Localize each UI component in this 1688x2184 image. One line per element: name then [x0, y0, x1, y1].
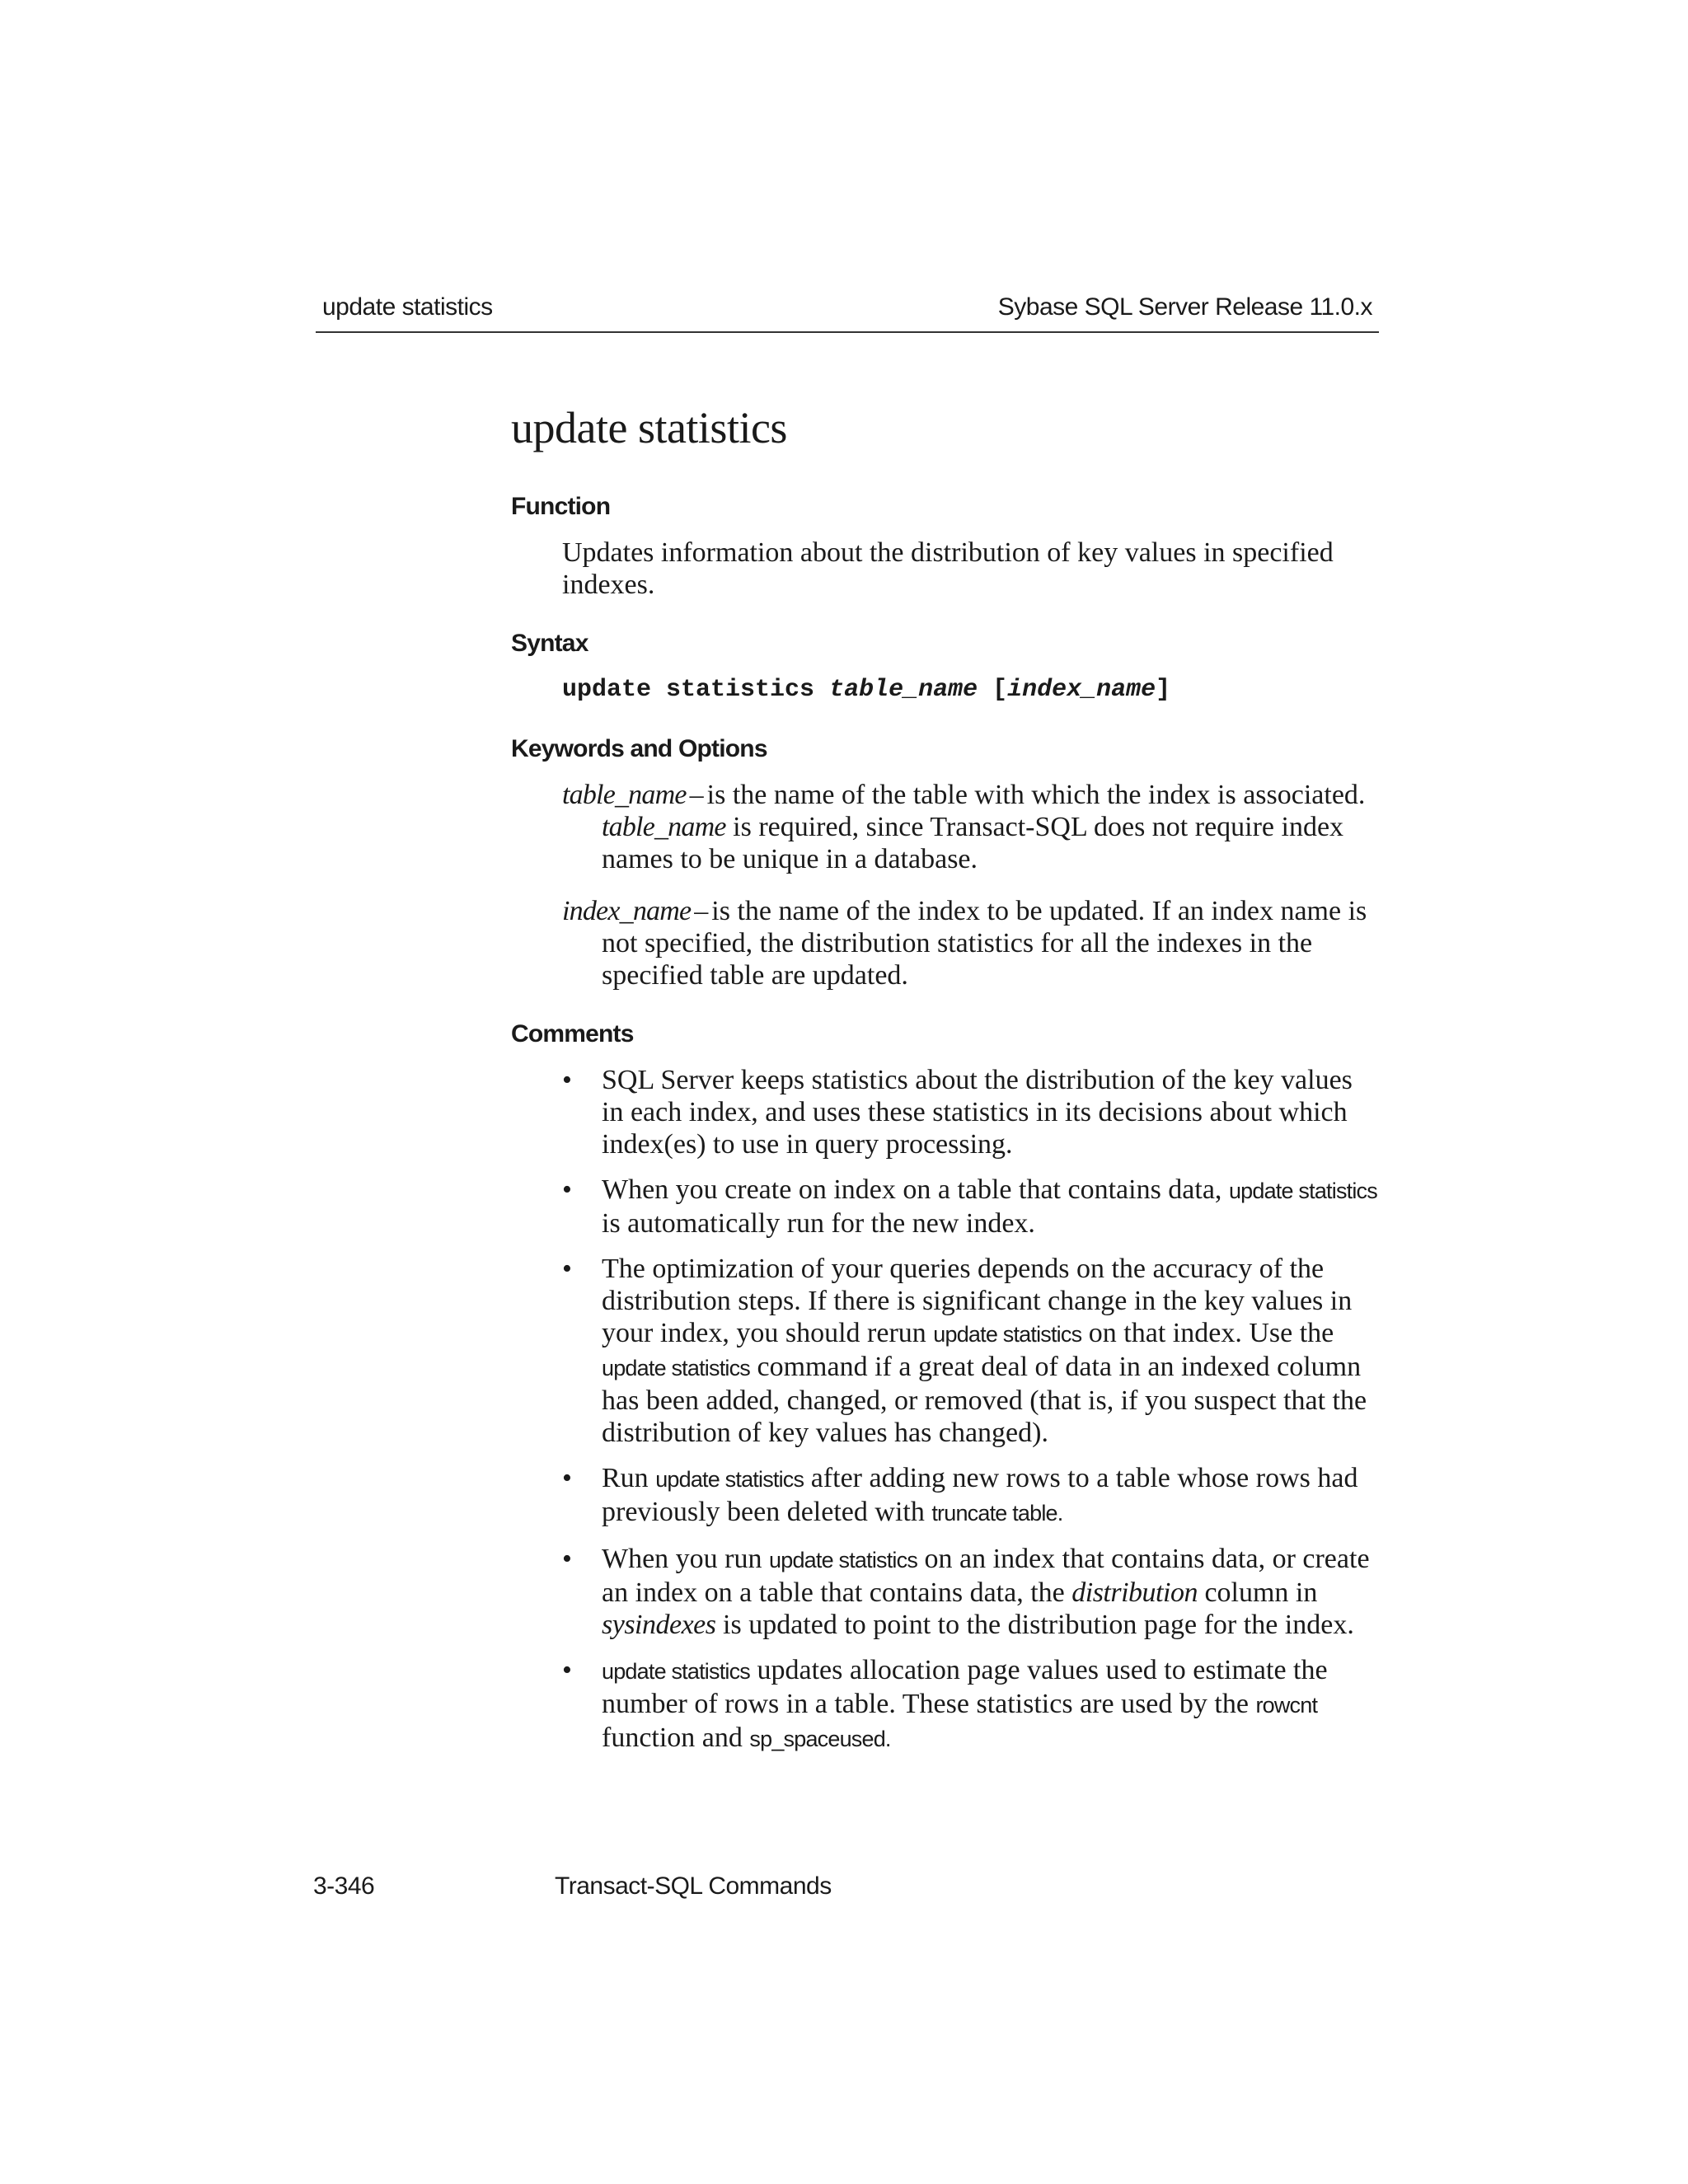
- bullet-icon: •: [562, 1463, 572, 1494]
- option-text: is the name of the table with which the index is associated.: [706, 780, 1366, 811]
- keywords-section: [511, 734, 1381, 991]
- function-text: Updates information about the distribution of key values in specified indexes.: [562, 537, 1334, 601]
- comment-text: on that index. Use the: [1088, 1318, 1334, 1349]
- keywords-heading: Keywords and Options: [511, 735, 767, 763]
- bullet-icon: •: [562, 1544, 572, 1575]
- comment-text: updates allocation page values used to estimate the number of rows in a table. These statistics are used by the: [602, 1655, 1328, 1720]
- running-header: [316, 288, 1379, 333]
- column-name: distribution: [1071, 1577, 1198, 1609]
- function-heading: Function: [511, 493, 611, 521]
- option-term: table_name: [562, 780, 687, 811]
- comment-text: command if a great deal of data in an indexed column has been added, changed, or removed (that is, if you suspect that the distribution of key values has changed).: [602, 1352, 1367, 1449]
- syntax-keyword: update statistics: [562, 676, 815, 705]
- comment-text: When you run: [602, 1544, 762, 1575]
- comment-text: is automatically run for the new index.: [602, 1208, 1035, 1240]
- comment-text: function and: [602, 1722, 743, 1754]
- comment-item: [562, 1064, 1381, 1160]
- option-dash: –: [694, 896, 709, 927]
- command-name: rowcnt: [1255, 1693, 1318, 1718]
- table-name: sysindexes: [602, 1610, 716, 1641]
- command-name: update statistics: [602, 1356, 751, 1381]
- comment-text: on an index that contains data, or create an index on a table that contains data, the: [602, 1544, 1370, 1609]
- syntax-bracket-open: [: [992, 676, 1008, 705]
- command-name: update statistics: [602, 1659, 751, 1685]
- comment-text: When you create on index on a table that contains data,: [602, 1174, 1222, 1206]
- bullet-icon: •: [562, 1254, 572, 1285]
- option-term-inline: table_name: [602, 812, 726, 843]
- comment-text: The optimization of your queries depends on the accuracy of the distribution steps. If there is significant change in the key values in your index, you should rerun: [602, 1254, 1353, 1349]
- comments-list: [511, 1064, 1381, 1755]
- syntax-line: [562, 673, 1381, 706]
- header-product-release: Sybase SQL Server Release 11.0.x: [997, 293, 1372, 321]
- syntax-index-param: index_name: [1007, 676, 1156, 705]
- command-name: update statistics: [769, 1548, 918, 1573]
- syntax-section: [511, 629, 1381, 706]
- comment-text: column in: [1204, 1577, 1318, 1609]
- bullet-icon: •: [562, 1655, 572, 1686]
- comment-item: [562, 1543, 1381, 1641]
- comment-item: [562, 1253, 1381, 1449]
- page-number: 3-346: [313, 1872, 375, 1900]
- command-name: update statistics: [933, 1322, 1082, 1347]
- comment-item: [562, 1174, 1381, 1240]
- option-index-name: [562, 895, 1381, 991]
- comment-text: is updated to point to the distribution page for the index.: [723, 1610, 1354, 1641]
- function-section: [511, 492, 1381, 601]
- comments-section: [511, 1019, 1381, 1755]
- comment-item: [562, 1654, 1381, 1755]
- option-text: is the name of the index to be updated. If an index name is not specified, the distribution statistics for all the indexes in the specified table are updated.: [602, 896, 1367, 991]
- bullet-icon: •: [562, 1174, 572, 1206]
- command-name: sp_spaceused.: [749, 1727, 891, 1752]
- header-section-name: update statistics: [322, 293, 493, 321]
- option-text: is required, since Transact-SQL does not require index names to be unique in a database.: [602, 812, 1344, 875]
- syntax-heading: Syntax: [511, 630, 588, 658]
- syntax-bracket-close: ]: [1156, 676, 1171, 705]
- option-table-name: [562, 779, 1381, 875]
- command-name: truncate table.: [931, 1501, 1063, 1526]
- page-title: update statistics: [511, 403, 787, 452]
- syntax-table-param: table_name: [829, 676, 978, 705]
- comments-heading: Comments: [511, 1020, 634, 1048]
- bullet-icon: •: [562, 1065, 572, 1096]
- command-name: update statistics: [655, 1467, 804, 1493]
- page-content: [511, 404, 1381, 1783]
- option-term: index_name: [562, 896, 692, 927]
- comment-text: Run: [602, 1463, 649, 1494]
- comment-item: [562, 1462, 1381, 1530]
- command-name: update statistics: [1228, 1179, 1377, 1204]
- comment-text: SQL Server keeps statistics about the distribution of the key values in each index, and uses these statistics in its decisions about which index(es) to use in query processing.: [602, 1065, 1353, 1160]
- option-dash: –: [689, 780, 704, 811]
- chapter-title: Transact-SQL Commands: [555, 1872, 832, 1900]
- comment-text: after adding new rows to a table whose rows had previously been deleted with: [602, 1463, 1358, 1528]
